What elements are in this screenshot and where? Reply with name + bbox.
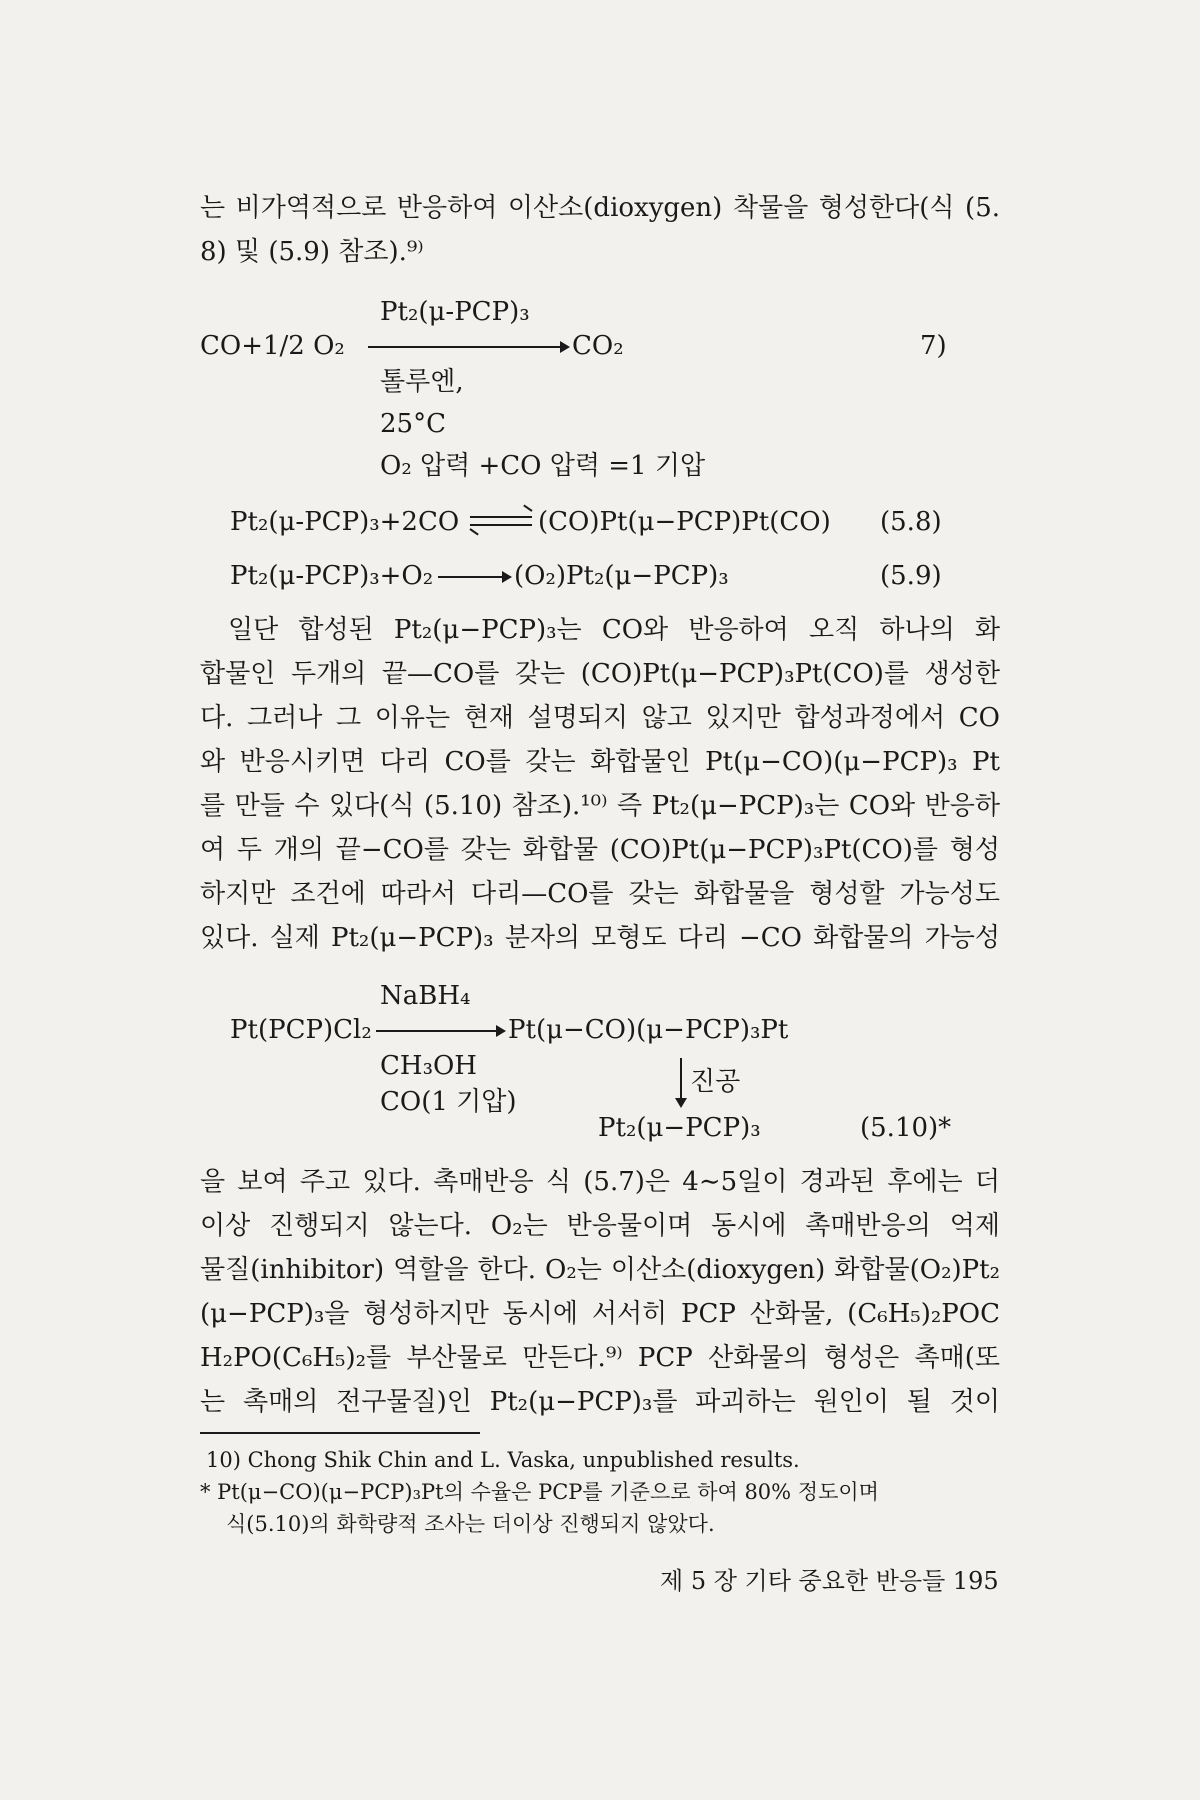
equation-number: (5.9) <box>880 561 942 591</box>
down-arrow <box>680 1058 682 1106</box>
equation-reactant: Pt(PCP)Cl₂ <box>230 1015 372 1045</box>
text-line: 일단 합성된 Pt₂(μ−PCP)₃는 CO와 반응하여 오직 하나의 화 <box>228 615 1000 645</box>
equation-condition: CH₃OH <box>380 1051 477 1081</box>
equation-number: 7) <box>920 331 947 361</box>
equation-left: Pt₂(μ-PCP)₃+2CO <box>230 507 460 537</box>
page-footer: 제 5 장 기타 중요한 반응들 195 <box>660 1567 999 1595</box>
equation-step-label: 진공 <box>690 1067 741 1097</box>
equation-condition: CO(1 기압) <box>380 1087 517 1117</box>
text-line: 이상 진행되지 않는다. O₂는 반응물이며 동시에 촉매반응의 억제 <box>200 1211 1000 1241</box>
equation-product: Pt(μ−CO)(μ−PCP)₃Pt <box>508 1015 789 1045</box>
reaction-arrow <box>368 346 568 348</box>
text-line: 는 촉매의 전구물질)인 Pt₂(μ−PCP)₃를 파괴하는 원인이 될 것이 <box>200 1387 1000 1417</box>
equation-catalyst: Pt₂(μ-PCP)₃ <box>380 297 530 327</box>
equation-reagent: NaBH₄ <box>380 981 471 1011</box>
footnote: 10) Chong Shik Chin and L. Vaska, unpublished results. <box>206 1448 800 1472</box>
text-line: 와 반응시키면 다리 CO를 갖는 화합물인 Pt(μ−CO)(μ−PCP)₃ Pt <box>200 747 1000 777</box>
text-line: 합물인 두개의 끝—CO를 갖는 (CO)Pt(μ−PCP)₃Pt(CO)를 생성한 <box>200 659 1000 689</box>
footnote-divider <box>200 1432 480 1434</box>
equation-condition: 톨루엔, <box>380 367 464 397</box>
text-line: 여 두 개의 끝−CO를 갖는 화합물 (CO)Pt(μ−PCP)₃Pt(CO)를 형성 <box>200 835 1000 865</box>
footnote: 식(5.10)의 화학량적 조사는 더이상 진행되지 않았다. <box>226 1512 715 1536</box>
equation-right: (CO)Pt(μ−PCP)Pt(CO) <box>538 507 831 537</box>
text-line: 하지만 조건에 따라서 다리—CO를 갖는 화합물을 형성할 가능성도 <box>200 879 1000 909</box>
equation-final-product: Pt₂(μ−PCP)₃ <box>598 1113 761 1143</box>
equation-left: Pt₂(μ-PCP)₃+O₂ <box>230 561 434 591</box>
text-line: 8) 및 (5.9) 참조).⁹⁾ <box>200 237 424 267</box>
equation-condition: 25°C <box>380 409 446 439</box>
reaction-arrow <box>376 1030 504 1032</box>
equation-number: (5.10)* <box>860 1113 952 1143</box>
text-line: 있다. 실제 Pt₂(μ−PCP)₃ 분자의 모형도 다리 −CO 화합물의 가능성 <box>200 923 1000 953</box>
equilibrium-arrow <box>470 514 532 528</box>
equation-condition: O₂ 압력 +CO 압력 =1 기압 <box>380 451 706 481</box>
equation-number: (5.8) <box>880 507 942 537</box>
text-line: 다. 그러나 그 이유는 현재 설명되지 않고 있지만 합성과정에서 CO <box>200 703 1000 733</box>
footnote: * Pt(μ−CO)(μ−PCP)₃Pt의 수율은 PCP를 기준으로 하여 80% 정도이며 <box>200 1480 879 1504</box>
equation-reactant: CO+1/2 O₂ <box>200 331 345 361</box>
text-line: 를 만들 수 있다(식 (5.10) 참조).¹⁰⁾ 즉 Pt₂(μ−PCP)₃는 CO와 반응하 <box>200 791 1000 821</box>
reaction-arrow <box>438 576 510 578</box>
text-line: H₂PO(C₆H₅)₂를 부산물로 만든다.⁹⁾ PCP 산화물의 형성은 촉매(또 <box>200 1343 1000 1373</box>
equation-right: (O₂)Pt₂(μ−PCP)₃ <box>514 561 729 591</box>
text-line: 물질(inhibitor) 역할을 한다. O₂는 이산소(dioxygen) 화합물(O₂)Pt₂ <box>200 1255 1000 1285</box>
text-line: 을 보여 주고 있다. 촉매반응 식 (5.7)은 4∼5일이 경과된 후에는 더 <box>200 1167 1000 1197</box>
equation-product: CO₂ <box>572 331 624 361</box>
text-line: 는 비가역적으로 반응하여 이산소(dioxygen) 착물을 형성한다(식 (5. <box>200 193 1000 223</box>
text-line: (μ−PCP)₃을 형성하지만 동시에 서서히 PCP 산화물, (C₆H₅)₂POC <box>200 1299 1000 1329</box>
